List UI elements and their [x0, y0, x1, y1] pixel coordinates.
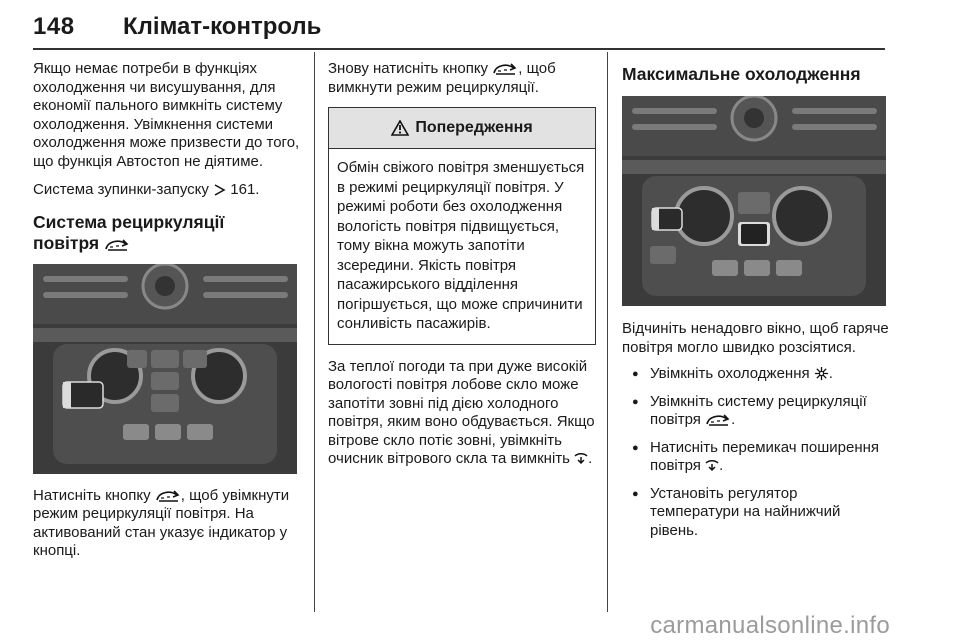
warning-header: [329, 108, 595, 149]
column-divider: [314, 52, 315, 612]
column-right: [622, 60, 890, 549]
climate-panel-photo-recirculation: [33, 264, 297, 474]
recirculation-on-paragraph: Натисніть кнопку , щоб увімкнути режим рециркуляції повітря. На активований стан указує індикатор у кнопці.: [33, 486, 290, 559]
fogging-paragraph: За теплої погоди та при дуже високій вологості повітря лобове скло може запотіти зовні під дією холодного повітря, яким воно обдувається. Якщо вітрове скло потіє зовні, увімкніть очисник вітрового скла та вимкніть .: [328, 357, 595, 467]
column-middle: [328, 60, 596, 469]
list-item: ● Увімкніть систему рециркуляції повітря .: [622, 393, 890, 430]
snowflake-icon: [814, 366, 829, 381]
column-left: [33, 60, 303, 561]
max-cooling-steps: [622, 365, 890, 540]
warning-box: [328, 107, 596, 345]
section-heading-recirculation: Система рециркуляції повітря: [33, 211, 225, 253]
watermark: carmanualsonline.info: [650, 612, 890, 639]
list-item: ● Увімкніть охолодження .: [622, 365, 890, 384]
recirculation-icon: [492, 62, 518, 76]
windshield-airflow-icon: [705, 459, 719, 473]
header-divider: [33, 48, 885, 50]
section-heading-max-cooling: Максимальне охолодження: [622, 64, 861, 84]
page-header: [0, 0, 960, 52]
intro-paragraph: Якщо немає потреби в функціях охолодження чи висушування, для економії пального вимкніть систему охолодження. Увімкнення системи охолодження може призвести до того, що функція Автостоп не діятиме.: [33, 60, 300, 170]
crossref-page: 161.: [230, 181, 260, 198]
list-item: ● Установіть регулятор температури на найнижчий рівень.: [622, 485, 890, 541]
windshield-airflow-icon: [574, 452, 588, 466]
recirculation-icon: [104, 238, 130, 252]
warning-text: Обмін свіжого повітря зменшується в режимі рециркуляції повітря. У режимі роботи без охолодження вологість повітря підвищується, тому вікна можуть запотіти зсередини. Якість повітря пасажирського відділення погіршується, що може спричинити сонливість пасажирів.: [337, 159, 585, 332]
max-cooling-intro: Відчиніть ненадовго вікно, щоб гаряче повітря могло швидко розсіятися.: [622, 320, 889, 356]
page-title: Клімат-контроль: [123, 13, 322, 40]
crossref-arrow-icon: [213, 183, 226, 197]
column-divider: [607, 52, 608, 612]
warning-triangle-icon: [391, 120, 409, 136]
recirculation-icon: [155, 489, 181, 503]
recirculation-icon: [705, 413, 731, 427]
crossref-paragraph: [33, 181, 303, 200]
recirculation-off-paragraph: Знову натисніть кнопку , щоб вимкнути режим рециркуляції.: [328, 60, 556, 96]
page-number: 148: [33, 13, 75, 40]
list-item: ● Натисніть перемикач поширення повітря .: [622, 439, 890, 476]
climate-panel-photo-max-cooling: [622, 96, 886, 306]
crossref-text: Система зупинки-запуску: [33, 181, 209, 198]
warning-title: Попередження: [415, 119, 533, 136]
